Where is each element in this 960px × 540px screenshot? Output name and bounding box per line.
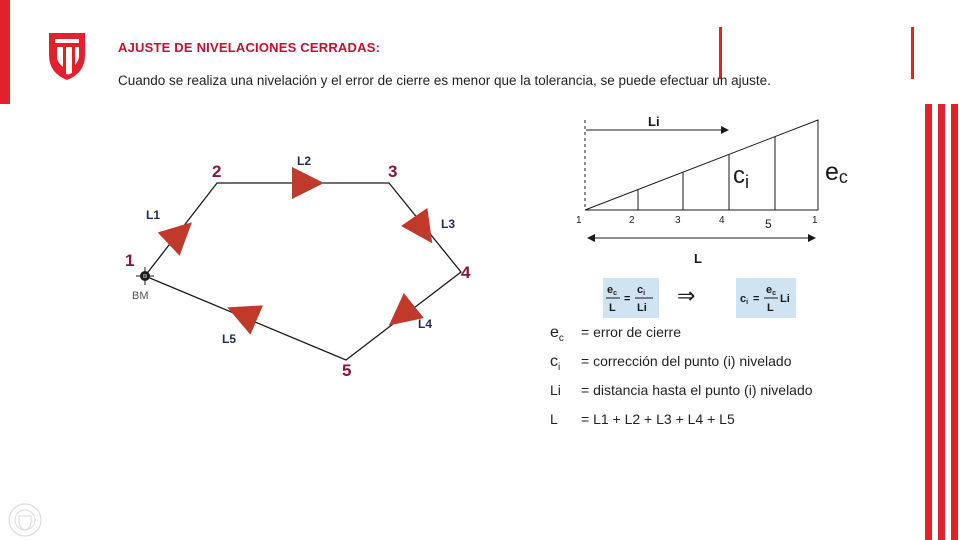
triangle-outline [585,120,818,210]
legend-symbol: e [550,324,559,341]
legend-symbol: c [550,353,558,370]
svg-text:Li: Li [780,293,790,305]
ec-label-sub: c [838,167,848,187]
svg-text:ci: ci [637,284,646,297]
formula-ratio-box [603,278,659,318]
segment-label-l3: L3 [441,217,456,231]
svg-text:=: = [753,293,760,305]
vertex-label-2: 2 [212,162,222,181]
svg-text:ec: ec [607,284,618,297]
svg-text:=: = [624,293,631,305]
svg-text:L: L [609,302,616,314]
legend-row-li [550,382,813,398]
segment-label-l4: L4 [418,317,433,331]
ec-label-base: e [825,158,839,186]
axis-tick-5: 5 [765,217,772,231]
axis-tick-4: 4 [719,215,725,226]
legend-text: = L1 + L2 + L3 + L4 + L5 [581,411,735,427]
vertex-label-4: 4 [461,263,471,282]
vertex-label-1: 1 [125,251,135,270]
segment-label-l1: L1 [146,208,161,222]
segment-label-l5: L5 [222,332,237,346]
legend-symbol: L [550,411,558,427]
legend-row-l [550,411,735,427]
svg-text:ec [825,158,848,187]
formula-correction-box [736,278,796,318]
axis-tick-end: 1 [812,215,818,226]
legend-text: = corrección del punto (i) nivelado [581,353,792,369]
legend-text: = distancia hasta el punto (i) nivelado [581,382,813,398]
svg-text:L: L [767,302,774,314]
slide-title: AJUSTE DE NIVELACIONES CERRADAS: [118,40,381,55]
axis-tick-2: 2 [629,215,635,226]
segment-label-l2: L2 [297,154,312,168]
svg-text:ec: ec [766,284,777,297]
svg-text:ci: ci [740,293,749,306]
legend-row-ci: $c_i$ = corrección del punto (i) nivelado [550,353,792,373]
legend-row-ec: $e_c$ = error de cierre [550,324,681,344]
implies-symbol: ⇒ [677,284,696,309]
l-span-label: L [694,251,702,266]
ci-label-sub: i [745,172,749,192]
intro-paragraph: Cuando se realiza una nivelación y el error de cierre es menor que la tolerancia, se puede efectuar un ajuste. [118,73,771,88]
li-span-label: Li [648,114,660,129]
ci-label-base: c [733,162,745,189]
axis-tick-1: 1 [576,215,582,226]
svg-text:ci [733,162,749,192]
legend-symbol: Li [550,382,561,398]
corner-seal-icon [6,502,44,538]
vertex-label-3: 3 [388,162,398,181]
axis-tick-3: 3 [675,215,681,226]
vertex-label-5: 5 [342,361,352,380]
benchmark-label: BM [132,290,149,302]
svg-text:Li: Li [637,302,647,314]
legend-text: = error de cierre [581,324,681,340]
